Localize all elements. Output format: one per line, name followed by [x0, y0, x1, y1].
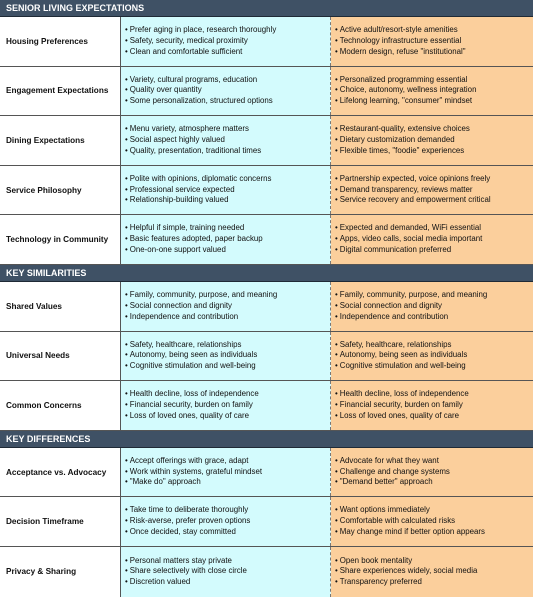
table-row: [0, 116, 533, 166]
bullet-item: • Family, community, purpose, and meaning: [125, 290, 330, 301]
right-column-cell: [331, 166, 533, 215]
bullet-item: • Risk-averse, prefer proven options: [125, 516, 330, 527]
bullet-item: • Discretion valued: [125, 577, 330, 588]
left-column-cell: [121, 332, 331, 381]
section-header: KEY SIMILARITIES: [0, 265, 533, 282]
table-row: [0, 332, 533, 382]
bullet-item: • Demand transparency, reviews matter: [335, 185, 533, 196]
bullet-item: • Family, community, purpose, and meaning: [335, 290, 533, 301]
bullet-item: • Cognitive stimulation and well-being: [335, 361, 533, 372]
bullet-item: • Dietary customization demanded: [335, 135, 533, 146]
bullet-item: • Personalized programming essential: [335, 75, 533, 86]
bullet-item: • Active adult/resort-style amenities: [335, 25, 533, 36]
left-column-cell: [121, 17, 331, 66]
row-label: Common Concerns: [0, 381, 121, 430]
bullet-item: • Comfortable with calculated risks: [335, 516, 533, 527]
row-label: Dining Expectations: [0, 116, 121, 165]
bullet-item: • Independence and contribution: [125, 312, 330, 323]
bullet-item: • Relationship-building valued: [125, 195, 330, 206]
row-label: Engagement Expectations: [0, 67, 121, 116]
left-column-cell: [121, 547, 331, 597]
bullet-item: • Challenge and change systems: [335, 467, 533, 478]
table-row: [0, 166, 533, 216]
bullet-item: • Share experiences widely, social media: [335, 566, 533, 577]
bullet-item: • Social aspect highly valued: [125, 135, 330, 146]
right-column-cell: [331, 215, 533, 264]
section-header: KEY DIFFERENCES: [0, 431, 533, 448]
left-column-cell: [121, 215, 331, 264]
bullet-item: • Loss of loved ones, quality of care: [125, 411, 330, 422]
bullet-item: • Financial security, burden on family: [125, 400, 330, 411]
bullet-item: • Advocate for what they want: [335, 456, 533, 467]
bullet-item: • Variety, cultural programs, education: [125, 75, 330, 86]
bullet-item: • Accept offerings with grace, adapt: [125, 456, 330, 467]
bullet-item: • Clean and comfortable sufficient: [125, 47, 330, 58]
bullet-item: • Professional service expected: [125, 185, 330, 196]
bullet-item: • Quality, presentation, traditional times: [125, 146, 330, 157]
bullet-item: • Apps, video calls, social media important: [335, 234, 533, 245]
bullet-item: • Autonomy, being seen as individuals: [125, 350, 330, 361]
bullet-item: • Modern design, refuse "institutional": [335, 47, 533, 58]
right-column-cell: [331, 381, 533, 430]
row-label: Service Philosophy: [0, 166, 121, 215]
row-label: Shared Values: [0, 282, 121, 331]
bullet-item: • Autonomy, being seen as individuals: [335, 350, 533, 361]
bullet-item: • Expected and demanded, WiFi essential: [335, 223, 533, 234]
bullet-item: • Financial security, burden on family: [335, 400, 533, 411]
bullet-item: • Health decline, loss of independence: [335, 389, 533, 400]
bullet-item: • Personal matters stay private: [125, 556, 330, 567]
bullet-item: • Independence and contribution: [335, 312, 533, 323]
table-row: [0, 17, 533, 67]
bullet-item: • "Demand better" approach: [335, 477, 533, 488]
bullet-item: • Safety, healthcare, relationships: [335, 340, 533, 351]
bullet-item: • Social connection and dignity: [125, 301, 330, 312]
bullet-item: • Share selectively with close circle: [125, 566, 330, 577]
bullet-item: • "Make do" approach: [125, 477, 330, 488]
bullet-item: • Digital communication preferred: [335, 245, 533, 256]
bullet-item: • Service recovery and empowerment critical: [335, 195, 533, 206]
row-label: Privacy & Sharing: [0, 547, 121, 597]
left-column-cell: [121, 166, 331, 215]
bullet-item: • Social connection and dignity: [335, 301, 533, 312]
right-column-cell: [331, 17, 533, 66]
table-row: [0, 215, 533, 265]
bullet-item: • Technology infrastructure essential: [335, 36, 533, 47]
bullet-item: • Loss of loved ones, quality of care: [335, 411, 533, 422]
bullet-item: • Health decline, loss of independence: [125, 389, 330, 400]
left-column-cell: [121, 67, 331, 116]
bullet-item: • Cognitive stimulation and well-being: [125, 361, 330, 372]
section-header: SENIOR LIVING EXPECTATIONS: [0, 0, 533, 17]
row-label: Technology in Community: [0, 215, 121, 264]
bullet-item: • Open book mentality: [335, 556, 533, 567]
right-column-cell: [331, 116, 533, 165]
right-column-cell: [331, 497, 533, 546]
row-label: Universal Needs: [0, 332, 121, 381]
bullet-item: • Restaurant-quality, extensive choices: [335, 124, 533, 135]
bullet-item: • Some personalization, structured options: [125, 96, 330, 107]
bullet-item: • Menu variety, atmosphere matters: [125, 124, 330, 135]
bullet-item: • Transparency preferred: [335, 577, 533, 588]
left-column-cell: [121, 282, 331, 331]
bullet-item: • Flexible times, "foodie" experiences: [335, 146, 533, 157]
bullet-item: • Take time to deliberate thoroughly: [125, 505, 330, 516]
bullet-item: • May change mind if better option appears: [335, 527, 533, 538]
row-label: Decision Timeframe: [0, 497, 121, 546]
row-label: Acceptance vs. Advocacy: [0, 448, 121, 497]
bullet-item: • Basic features adopted, paper backup: [125, 234, 330, 245]
right-column-cell: [331, 282, 533, 331]
bullet-item: • Helpful if simple, training needed: [125, 223, 330, 234]
left-column-cell: [121, 116, 331, 165]
table-row: [0, 381, 533, 431]
right-column-cell: [331, 547, 533, 597]
right-column-cell: [331, 448, 533, 497]
bullet-item: • One-on-one support valued: [125, 245, 330, 256]
table-row: [0, 448, 533, 498]
left-column-cell: [121, 381, 331, 430]
bullet-item: • Polite with opinions, diplomatic concerns: [125, 174, 330, 185]
left-column-cell: [121, 497, 331, 546]
bullet-item: • Choice, autonomy, wellness integration: [335, 85, 533, 96]
table-row: [0, 282, 533, 332]
bullet-item: • Want options immediately: [335, 505, 533, 516]
bullet-item: • Safety, healthcare, relationships: [125, 340, 330, 351]
row-label: Housing Preferences: [0, 17, 121, 66]
bullet-item: • Safety, security, medical proximity: [125, 36, 330, 47]
table-row: [0, 547, 533, 597]
table-row: [0, 497, 533, 547]
bullet-item: • Lifelong learning, "consumer" mindset: [335, 96, 533, 107]
bullet-item: • Partnership expected, voice opinions freely: [335, 174, 533, 185]
right-column-cell: [331, 332, 533, 381]
bullet-item: • Prefer aging in place, research thoroughly: [125, 25, 330, 36]
right-column-cell: [331, 67, 533, 116]
bullet-item: • Quality over quantity: [125, 85, 330, 96]
table-row: [0, 67, 533, 117]
left-column-cell: [121, 448, 331, 497]
bullet-item: • Work within systems, grateful mindset: [125, 467, 330, 478]
bullet-item: • Once decided, stay committed: [125, 527, 330, 538]
